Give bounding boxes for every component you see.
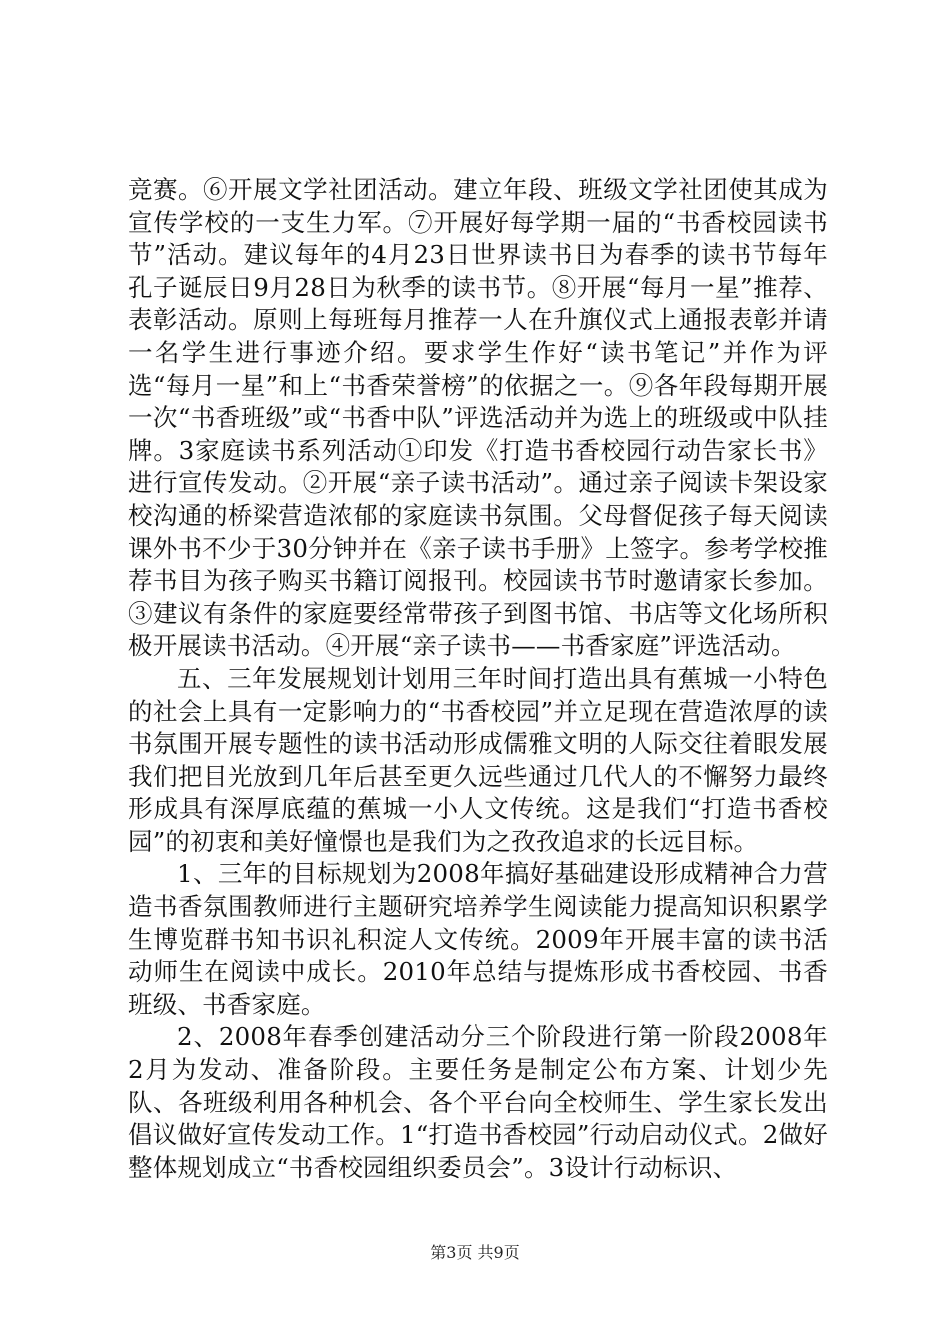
- paragraph-spring-2008-stages: 2、2008年春季创建活动分三个阶段进行第一阶段2008年2月为发动、准备阶段。主要任务是制定公布方案、计划少先队、各班级利用各种机会、各个平台向全校师生、学生家长发出倡议做好宣传发动工作。1“打造书香校园”行动启动仪式。2做好整体规划成立“书香校园组织委员会”。3设计行动标识、: [128, 1022, 828, 1182]
- paragraph-activities-continued: 竞赛。⑥开展文学社团活动。建立年段、班级文学社团使其成为宣传学校的一支生力军。⑦开展好每学期一届的“书香校园读书节”活动。建议每年的4月23日世界读书日为春季的读书节每年孔子诞辰日9月28日为秋季的读书节。⑧开展“每月一星”推荐、表彰活动。原则上每班每月推荐一人在升旗仪式上通报表彰并请一名学生进行事迹介绍。要求学生作好“读书笔记”并作为评选“每月一星”和上“书香荣誉榜”的依据之一。⑨各年段每期开展一次“书香班级”或“书香中队”评选活动并为选上的班级或中队挂牌。3家庭读书系列活动①印发《打造书香校园行动告家长书》进行宣传发动。②开展“亲子读书活动”。通过亲子阅读卡架设家校沟通的桥梁营造浓郁的家庭读书氛围。父母督促孩子每天阅读课外书不少于30分钟并在《亲子读书手册》上签字。参考学校推荐书目为孩子购买书籍订阅报刊。校园读书节时邀请家长参加。③建议有条件的家庭要经常带孩子到图书馆、书店等文化场所积极开展读书活动。④开展“亲子读书——书香家庭”评选活动。: [128, 175, 828, 661]
- page-footer: [0, 1240, 950, 1263]
- page-number: 第3页 共9页: [430, 1243, 520, 1262]
- paragraph-three-year-plan: 五、三年发展规划计划用三年时间打造出具有蕉城一小特色的社会上具有一定影响力的“书香校园”并立足现在营造浓厚的读书氛围开展专题性的读书活动形成儒雅文明的人际交往着眼发展我们把目光放到几年后甚至更久远些通过几代人的不懈努力最终形成具有深厚底蕴的蕉城一小人文传统。这是我们“打造书香校园”的初衷和美好憧憬也是我们为之孜孜追求的长远目标。: [128, 663, 828, 856]
- paragraph-goal-planning: 1、三年的目标规划为2008年搞好基础建设形成精神合力营造书香氛围教师进行主题研究培养学生阅读能力提高知识积累学生博览群书知书识礼积淀人文传统。2009年开展丰富的读书活动师生在阅读中成长。2010年总结与提炼形成书香校园、书香班级、书香家庭。: [128, 859, 828, 1019]
- document-body: [128, 174, 828, 1184]
